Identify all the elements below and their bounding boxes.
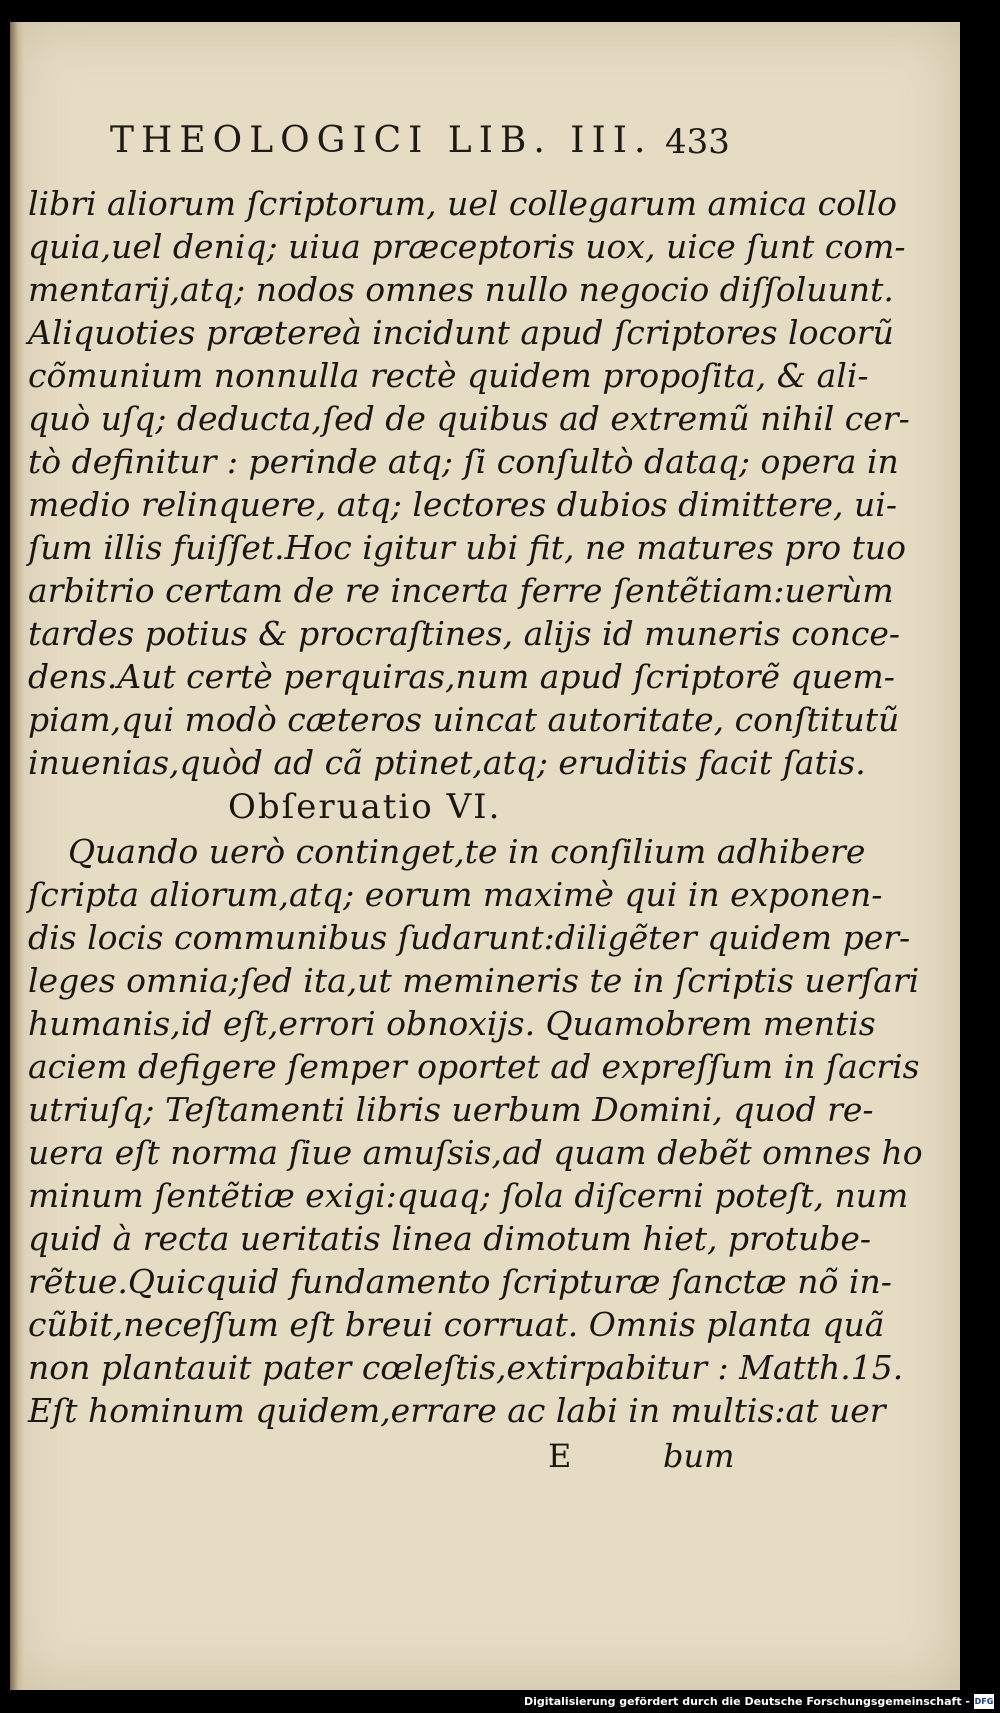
page-gutter-edge <box>10 22 24 1690</box>
text-line: mentarij,atq; nodos omnes nullo negocio diſſoluunt. <box>28 270 894 309</box>
page-number: 433 <box>665 122 730 162</box>
body-text <box>28 182 923 1432</box>
text-line: quia,uel deniq; uiua præceptoris uox, uice ſunt com- <box>28 227 906 266</box>
text-line: humanis,id eſt,errori obnoxijs. Quamobrem mentis <box>28 1004 876 1043</box>
text-line: inuenias,quòd ad cã ptinet,atq; eruditis facit ſatis. <box>28 743 866 782</box>
text-line: medio relinquere, atq; lectores dubios dimittere, ui- <box>28 485 897 524</box>
text-line: aciem defigere ſemper oportet ad expreſſum in ſacris <box>28 1047 920 1086</box>
text-line: cũbit,neceſſum eſt breui corruat. Omnis planta quã <box>28 1305 885 1344</box>
text-line: Quando uerò continget,te in conſilium adhibere <box>68 832 866 871</box>
text-line: non plantauit pater cœleſtis,extirpabitur : Matth.15. <box>28 1348 904 1387</box>
text-line: piam,qui modò cæteros uincat autoritate, conſtitutũ <box>28 700 900 739</box>
text-line: Eſt hominum quidem,errare ac labi in multis:at uer <box>28 1391 886 1430</box>
signature-mark: E <box>548 1437 572 1475</box>
text-line: tò definitur : perinde atq; ſi conſultò dataq; opera in <box>28 442 899 481</box>
text-line: dens.Aut certè perquiras,num apud ſcriptorẽ quem- <box>28 657 895 696</box>
running-head: THEOLOGICI LIB. III. <box>110 120 653 161</box>
text-line: minum ſentẽtiæ exigi:quaq; ſola diſcerni poteſt, num <box>28 1176 909 1215</box>
text-line: arbitrio certam de re incerta ferre ſentẽtiam:uerùm <box>28 571 894 610</box>
catchword: bum <box>663 1437 735 1475</box>
text-line: leges omnia;ſed ita,ut memineris te in ſcriptis uerſari <box>28 961 920 1000</box>
text-line: tardes potius & procraſtines, alijs id muneris conce- <box>28 614 901 653</box>
section-heading: Obſeruatio VI. <box>228 787 502 827</box>
dfg-logo: DFG <box>974 1694 994 1709</box>
text-line: quò uſq; deducta,ſed de quibus ad extremũ nihil cer- <box>28 399 910 438</box>
text-line: rẽtue.Quicquid fundamento ſcripturæ ſanctæ nõ in- <box>28 1262 892 1301</box>
digitization-credit: Digitalisierung gefördert durch die Deutsche Forschungsgemeinschaft - <box>523 1695 970 1708</box>
text-line: ſum illis fuiſſet.Hoc igitur ubi fit, ne matures pro tuo <box>28 528 907 567</box>
text-line: uera eſt norma ſiue amuſsis,ad quam debẽt omnes ho <box>28 1133 923 1172</box>
text-line: Aliquoties prætereà incidunt apud ſcriptores locorũ <box>28 313 894 352</box>
text-line: cõmunium nonnulla rectè quidem propoſita, & ali- <box>28 356 869 395</box>
text-line: utriuſq; Teſtamenti libris uerbum Domini, quod re- <box>28 1090 874 1129</box>
text-line: ſcripta aliorum,atq; eorum maximè qui in exponen- <box>28 875 883 914</box>
catchword-row <box>28 1437 743 1485</box>
text-line: dis locis communibus ſudarunt:diligẽter quidem per- <box>28 918 911 957</box>
text-line: quid à recta ueritatis linea dimotum hiet, protube- <box>28 1219 872 1258</box>
book-page <box>10 22 960 1690</box>
text-line: libri aliorum ſcriptorum, uel collegarum amica collo <box>28 184 898 223</box>
